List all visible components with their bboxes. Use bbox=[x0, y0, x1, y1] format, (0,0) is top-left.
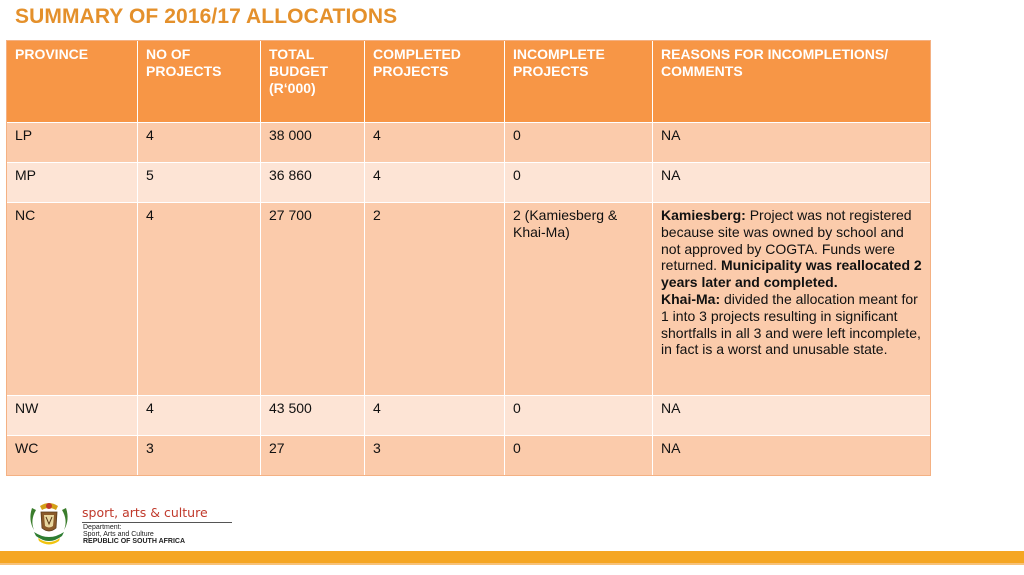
cell-comments: NA bbox=[653, 436, 932, 476]
header-completed-projects: COMPLETED PROJECTS bbox=[365, 41, 505, 123]
khaima-text: divided the allocation meant for 1 into 3 projects resulting in significant shortfalls in all 3 and were left incomplete, in fact is a worst and unusable state. bbox=[661, 290, 921, 358]
cell-budget: 36 860 bbox=[261, 163, 365, 203]
header-province: PROVINCE bbox=[7, 41, 138, 123]
table-row bbox=[7, 203, 932, 396]
municipality-text: Municipality was reallocated 2 years later and completed. bbox=[661, 257, 922, 291]
department-label: Department: bbox=[83, 524, 122, 531]
cell-projects: 4 bbox=[138, 396, 261, 436]
department-name: Sport, Arts and Culture bbox=[83, 531, 154, 538]
page-title: SUMMARY OF 2016/17 ALLOCATIONS bbox=[15, 5, 398, 28]
cell-completed: 4 bbox=[365, 123, 505, 163]
cell-incomplete: 0 bbox=[505, 123, 653, 163]
coat-of-arms-icon bbox=[26, 500, 72, 548]
header-total-budget: TOTAL BUDGET (R‘000) bbox=[261, 41, 365, 123]
cell-projects: 3 bbox=[138, 436, 261, 476]
cell-comments bbox=[653, 203, 932, 396]
cell-incomplete: 2 (Kamiesberg & Khai-Ma) bbox=[505, 203, 653, 396]
header-no-of-projects: NO OF PROJECTS bbox=[138, 41, 261, 123]
cell-province: NW bbox=[7, 396, 138, 436]
cell-comments: NA bbox=[653, 123, 932, 163]
footer-bar-accent bbox=[0, 563, 1024, 565]
cell-budget: 43 500 bbox=[261, 396, 365, 436]
table-row bbox=[7, 436, 932, 476]
cell-completed: 4 bbox=[365, 396, 505, 436]
cell-province: LP bbox=[7, 123, 138, 163]
brand-divider bbox=[82, 522, 232, 523]
cell-projects: 4 bbox=[138, 203, 261, 396]
cell-incomplete: 0 bbox=[505, 163, 653, 203]
cell-projects: 5 bbox=[138, 163, 261, 203]
cell-province: WC bbox=[7, 436, 138, 476]
table-row bbox=[7, 123, 932, 163]
cell-projects: 4 bbox=[138, 123, 261, 163]
cell-incomplete: 0 bbox=[505, 396, 653, 436]
cell-budget: 27 bbox=[261, 436, 365, 476]
cell-completed: 3 bbox=[365, 436, 505, 476]
footer-bar bbox=[0, 551, 1024, 563]
cell-incomplete: 0 bbox=[505, 436, 653, 476]
cell-budget: 27 700 bbox=[261, 203, 365, 396]
table-header-row bbox=[7, 41, 932, 123]
cell-budget: 38 000 bbox=[261, 123, 365, 163]
cell-completed: 2 bbox=[365, 203, 505, 396]
kamiesberg-label: Kamiesberg: bbox=[661, 207, 746, 223]
cell-province: NC bbox=[7, 203, 138, 396]
cell-comments: NA bbox=[653, 396, 932, 436]
cell-province: MP bbox=[7, 163, 138, 203]
allocations-table bbox=[6, 40, 932, 476]
khaima-label: Khai-Ma: bbox=[661, 290, 721, 307]
cell-completed: 4 bbox=[365, 163, 505, 203]
table-row bbox=[7, 396, 932, 436]
cell-comments: NA bbox=[653, 163, 932, 203]
table-row bbox=[7, 163, 932, 203]
country-name: REPUBLIC OF SOUTH AFRICA bbox=[83, 538, 186, 545]
kamiesberg-text: Project was not registered because site was owned by school and not approved by COGTA. Funds were returned. bbox=[661, 207, 912, 274]
brand-name: sport, arts & culture bbox=[82, 505, 208, 520]
header-reasons: REASONS FOR INCOMPLETIONS/ COMMENTS bbox=[653, 41, 932, 123]
header-incomplete-projects: INCOMPLETE PROJECTS bbox=[505, 41, 653, 123]
